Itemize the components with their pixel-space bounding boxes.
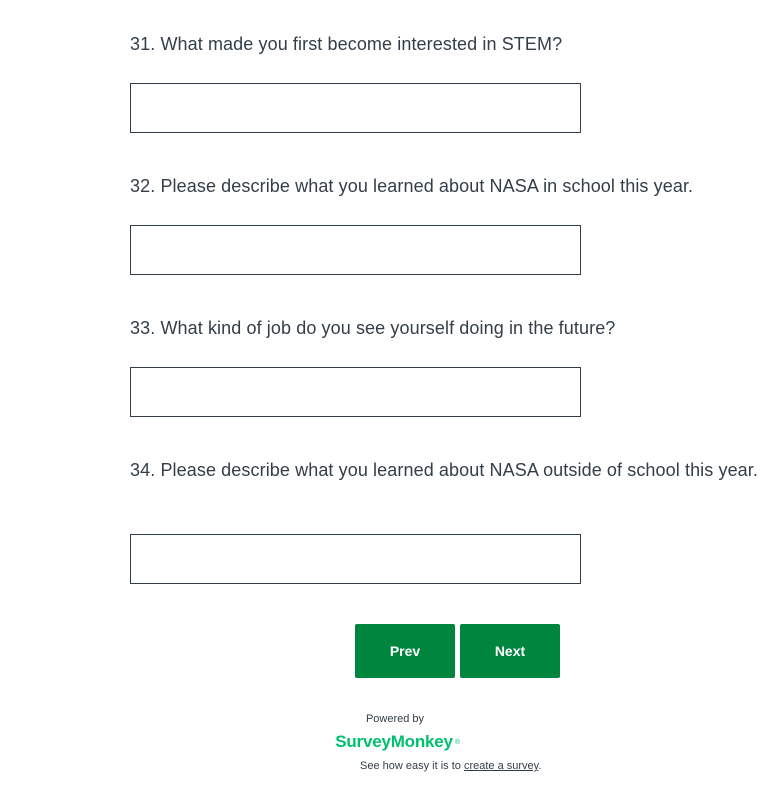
question-31-answer-input[interactable] <box>130 83 581 133</box>
question-number: 34. <box>130 460 156 480</box>
prev-button[interactable]: Prev <box>355 624 455 678</box>
question-32-title <box>130 174 693 199</box>
question-number: 31. <box>130 34 156 54</box>
question-number: 32. <box>130 176 156 196</box>
brand-trademark: ® <box>454 738 460 746</box>
tagline-prefix: See how easy it is to <box>360 760 464 772</box>
question-33-title <box>130 316 615 341</box>
question-31-title <box>130 32 562 57</box>
question-32-answer-input[interactable] <box>130 225 581 275</box>
surveymonkey-brand-link[interactable] <box>330 732 460 752</box>
question-number: 33. <box>130 318 156 338</box>
question-text: Please describe what you learned about NASA outside of school this year. <box>160 460 758 480</box>
page-navigation <box>355 624 560 678</box>
tagline-suffix: . <box>538 760 542 772</box>
tagline-text <box>360 759 541 773</box>
question-33-answer-input[interactable] <box>130 367 581 417</box>
powered-by-footer <box>330 712 460 752</box>
next-button[interactable]: Next <box>460 624 560 678</box>
brand-name: SurveyMonkey <box>335 732 453 751</box>
question-34-answer-input[interactable] <box>130 534 581 584</box>
create-survey-link[interactable]: create a survey <box>463 760 539 772</box>
question-text: Please describe what you learned about NASA in school this year. <box>160 176 694 196</box>
question-34-title <box>130 458 760 483</box>
powered-by-label: Powered by <box>365 713 425 725</box>
surveymonkey-logo-icon <box>330 732 331 752</box>
question-text: What kind of job do you see yourself doing in the future? <box>160 318 616 338</box>
question-text: What made you first become interested in STEM? <box>160 34 563 54</box>
